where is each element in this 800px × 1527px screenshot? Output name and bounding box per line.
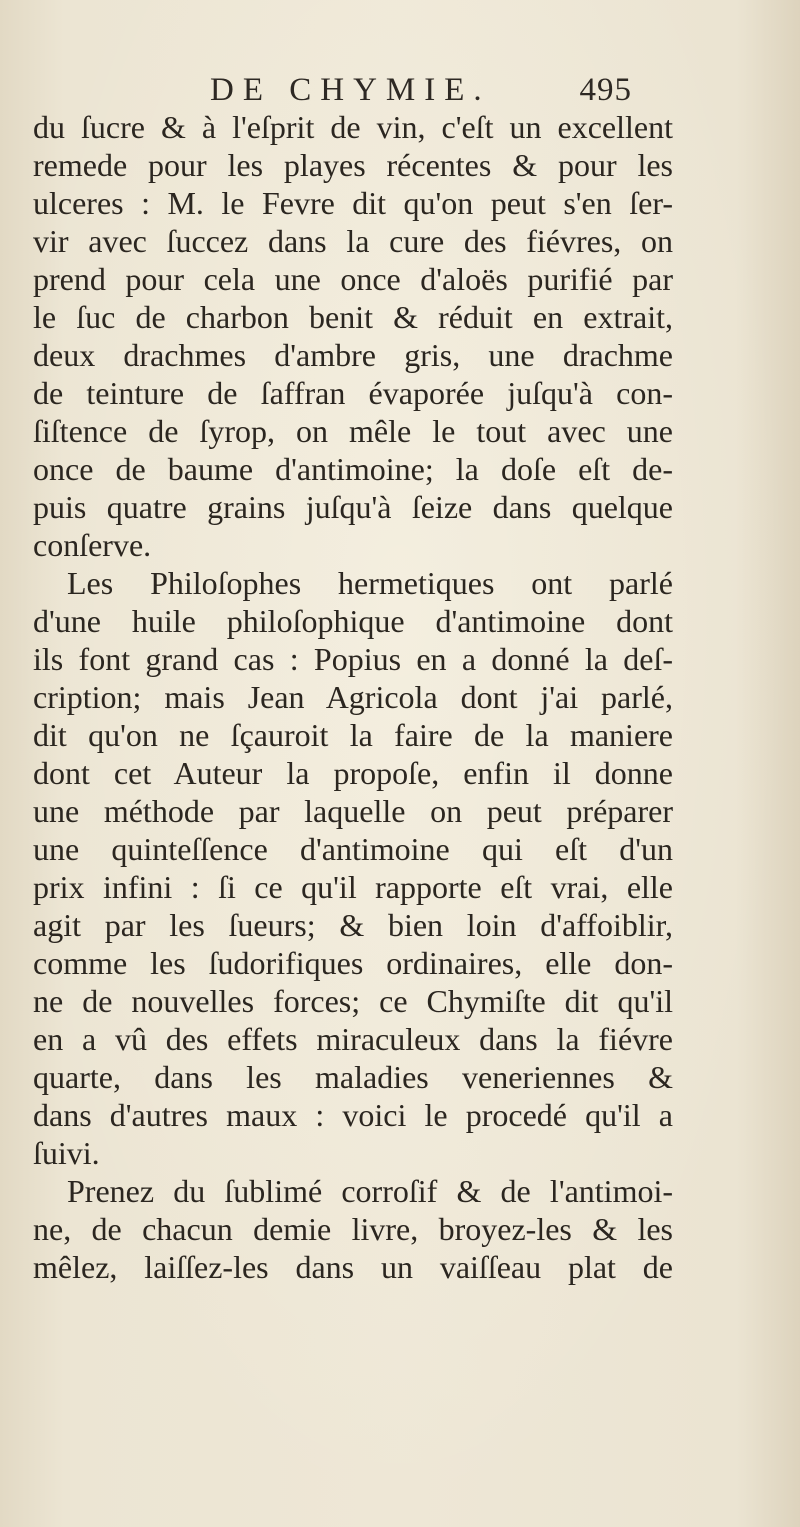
text-line: Prenez du ſublimé corroſif & de l'antimoi- — [67, 1173, 673, 1209]
text-line: conſerve. — [33, 527, 152, 563]
text-line: deux drachmes d'ambre gris, une drachme — [33, 337, 673, 373]
text-line: ils font grand cas : Popius en a donné la deſ- — [33, 641, 673, 677]
text-line: mêlez, laiſſez-les dans un vaiſſeau plat de — [33, 1249, 673, 1285]
text-line: prend pour cela une once d'aloës purifié par — [33, 261, 673, 297]
text-line: cription; mais Jean Agricola dont j'ai parlé, — [33, 679, 673, 715]
page-number: 495 — [579, 72, 632, 108]
text-line: quarte, dans les maladies veneriennes & — [33, 1059, 673, 1095]
text-line: une quinteſſence d'antimoine qui eſt d'un — [33, 831, 673, 867]
text-line: dont cet Auteur la propoſe, enfin il donne — [33, 755, 673, 791]
text-line: prix infini : ſi ce qu'il rapporte eſt vrai, elle — [33, 869, 673, 905]
text-line: agit par les ſueurs; & bien loin d'affoiblir, — [33, 907, 673, 943]
body-text — [33, 108, 673, 1286]
text-line: de teinture de ſaffran évaporée juſqu'à con- — [33, 375, 673, 411]
text-line: dit qu'on ne ſçauroit la faire de la maniere — [33, 717, 673, 753]
text-line: comme les ſudorifiques ordinaires, elle don- — [33, 945, 673, 981]
text-line: ſiſtence de ſyrop, on mêle le tout avec une — [33, 413, 673, 449]
text-line: ne de nouvelles forces; ce Chymiſte dit qu'il — [33, 983, 673, 1019]
text-line: ne, de chacun demie livre, broyez-les & les — [33, 1211, 673, 1247]
text-line: d'une huile philoſophique d'antimoine dont — [33, 603, 673, 639]
text-line: remede pour les playes récentes & pour les — [33, 147, 673, 183]
text-line: le ſuc de charbon benit & réduit en extrait, — [33, 299, 673, 335]
text-line: en a vû des effets miraculeux dans la fiévre — [33, 1021, 673, 1057]
text-line: ſuivi. — [33, 1135, 100, 1171]
text-line: ulceres : M. le Fevre dit qu'on peut s'en ſer- — [33, 185, 673, 221]
text-line: once de baume d'antimoine; la doſe eſt de- — [33, 451, 673, 487]
running-head — [210, 72, 630, 112]
text-line: vir avec ſuccez dans la cure des fiévres, on — [33, 223, 673, 259]
text-line: dans d'autres maux : voici le procedé qu'il a — [33, 1097, 673, 1133]
text-line: du ſucre & à l'eſprit de vin, c'eſt un excellent — [33, 109, 673, 145]
text-line: puis quatre grains juſqu'à ſeize dans quelque — [33, 489, 673, 525]
text-line: Les Philoſophes hermetiques ont parlé — [67, 565, 673, 601]
text-line: une méthode par laquelle on peut préparer — [33, 793, 673, 829]
running-title: DE CHYMIE. — [210, 72, 491, 108]
